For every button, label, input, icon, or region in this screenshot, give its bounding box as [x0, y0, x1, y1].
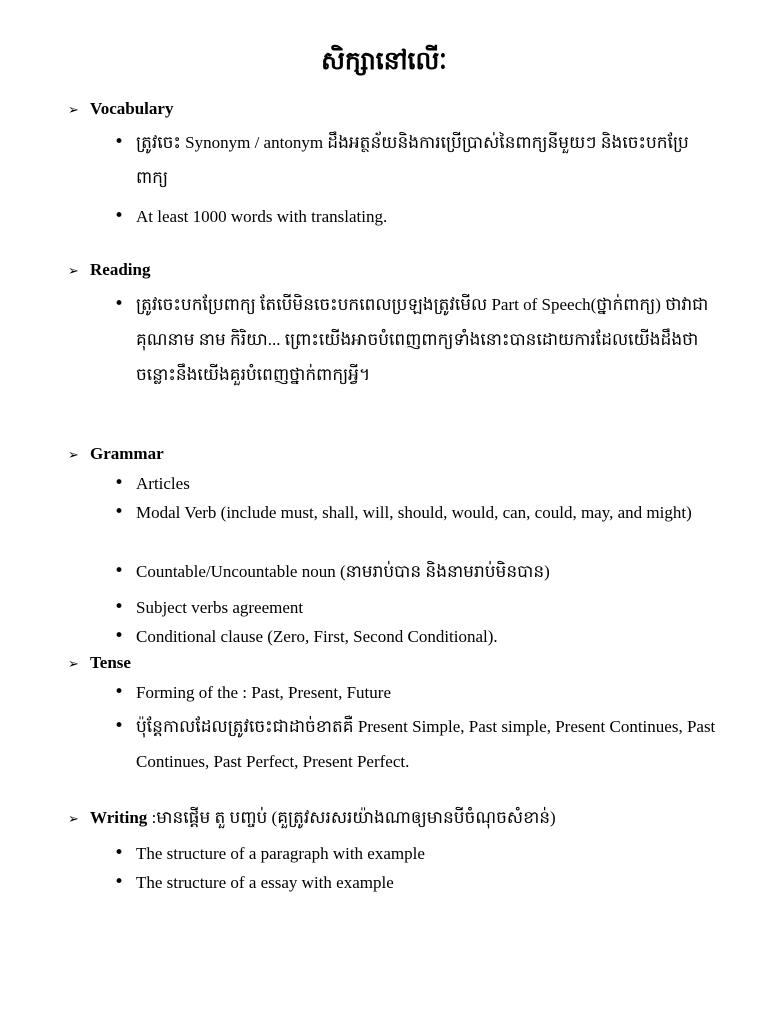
- list-item: [114, 869, 716, 896]
- page-title: សិក្សានៅលើៈ: [321, 46, 447, 75]
- list-item: [114, 623, 716, 650]
- grammar-item-1: Articles: [136, 474, 190, 493]
- bullet-icon: •: [114, 716, 125, 736]
- writing-heading-note: :មានផ្ដើម តួ បញ្ចប់ (គួត្រូវសរសរយ៉ាងណាឲ្យមានបីចំណុចសំខាន់): [147, 808, 556, 827]
- grammar-item-2: Modal Verb (include must, shall, will, should, would, can, could, may, and might): [136, 503, 692, 522]
- grammar-item-4: Subject verbs agreement: [136, 598, 304, 617]
- bullet-icon: •: [114, 502, 125, 522]
- list-item: [114, 125, 716, 195]
- arrow-bullet-icon: ➢: [68, 812, 79, 827]
- list-item: [114, 709, 716, 779]
- list-item: [114, 558, 716, 585]
- reading-item-1: ត្រូវចេះបកប្រែពាក្យ តែបើមិនចេះបកពេលប្រឡងត្រូវមើល Part of Speech(ថ្នាក់ពាក្យ) ថាវាជា គុណនាម នាម កិរិយា... ព្រោះយើងអាចបំពេញពាក្យទាំងនោះបានដោយការដែលយើងដឹងថាចន្លោះនឹងយើងគួរបំពេញថ្នាក់ពាក្យអ្វី។: [136, 295, 709, 384]
- bullet-icon: •: [114, 682, 125, 702]
- tense-item-2: ប៉ុន្តែកាលដែលត្រូវចេះជាដាច់ខាតគឺ Present Simple, Past simple, Present Continues, Past Continues, Past Perfect, Present Perfect.: [136, 717, 716, 771]
- bullet-icon: •: [114, 872, 125, 892]
- vocabulary-item-1: ត្រូវចេះ Synonym / antonym ដឹងអត្ថន័យនិងការប្រើប្រាស់នៃពាក្យនីមួយៗ និងចេះបកប្រែពាក្យ: [136, 133, 689, 187]
- writing-item-2: The structure of a essay with example: [136, 873, 394, 892]
- list-item: [114, 679, 716, 706]
- bullet-icon: •: [114, 206, 125, 226]
- writing-heading-label: Writing: [90, 808, 148, 827]
- list-item: [114, 594, 716, 621]
- grammar-item-3: Countable/Uncountable noun (នាមរាប់បាន និងនាមរាប់មិនបាន): [136, 562, 550, 581]
- grammar-item-5: Conditional clause (Zero, First, Second Conditional).: [136, 627, 498, 646]
- tense-heading-label: Tense: [90, 653, 131, 672]
- arrow-bullet-icon: ➢: [68, 264, 79, 279]
- grammar-heading-label: Grammar: [90, 444, 164, 463]
- arrow-bullet-icon: ➢: [68, 448, 79, 463]
- writing-heading: [68, 807, 556, 832]
- bullet-icon: •: [114, 843, 125, 863]
- writing-item-1: The structure of a paragraph with example: [136, 844, 425, 863]
- list-item: [114, 470, 716, 497]
- bullet-icon: •: [114, 132, 125, 152]
- vocabulary-heading-label: Vocabulary: [90, 99, 174, 118]
- bullet-icon: •: [114, 294, 125, 314]
- tense-item-1: Forming of the : Past, Present, Future: [136, 683, 391, 702]
- bullet-icon: •: [114, 473, 125, 493]
- tense-heading: [68, 653, 131, 673]
- reading-heading: [68, 260, 150, 280]
- list-item: [114, 287, 716, 392]
- arrow-bullet-icon: ➢: [68, 657, 79, 672]
- list-item: [114, 203, 716, 230]
- arrow-bullet-icon: ➢: [68, 103, 79, 118]
- reading-heading-label: Reading: [90, 260, 151, 279]
- bullet-icon: •: [114, 626, 125, 646]
- bullet-icon: •: [114, 597, 125, 617]
- vocabulary-heading: [68, 99, 173, 119]
- list-item: [114, 499, 716, 526]
- bullet-icon: •: [114, 561, 125, 581]
- grammar-heading: [68, 444, 164, 464]
- list-item: [114, 840, 716, 867]
- vocabulary-item-2: At least 1000 words with translating.: [136, 207, 388, 226]
